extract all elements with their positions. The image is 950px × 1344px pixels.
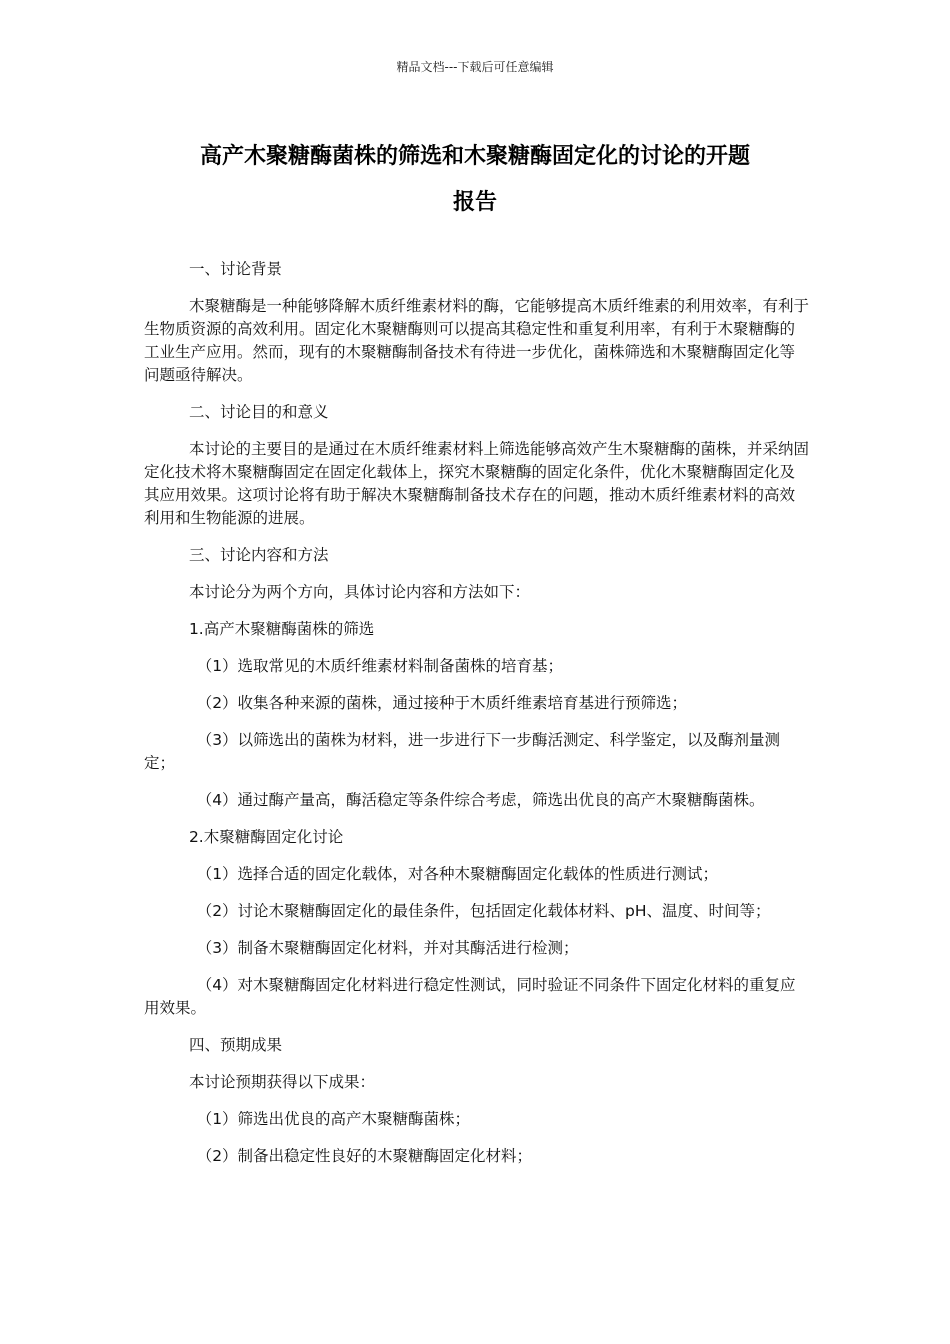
body-paragraph: 本讨论的主要目的是通过在木质纤维素材料上筛选能够高效产生木聚糖酶的菌株，并采纳固定化技术将木聚糖酶固定在固定化载体上，探究木聚糖酶的固定化条件，优化木聚糖酶固定化及其应用效果。这项讨论将有助于解决木聚糖酶制备技术存在的问题，推动木质纤维素材料的高效利用和生物能源的进展。 <box>144 440 809 527</box>
body-paragraph: 本讨论预期获得以下成果： <box>188 1073 375 1091</box>
list-item: （4）通过酶产量高，酶活稳定等条件综合考虑，筛选出优良的高产木聚糖酶菌株。 <box>196 791 765 809</box>
section-heading: 三、讨论内容和方法 <box>188 546 329 564</box>
title-line-2: 报告 <box>452 190 497 215</box>
section-heading: 一、讨论背景 <box>188 260 282 278</box>
header-note: 精品文档---下载后可任意编辑 <box>396 60 554 74</box>
subsection-heading: 1.高产木聚糖酶菌株的筛选 <box>188 620 375 638</box>
body-paragraph: 本讨论分为两个方向，具体讨论内容和方法如下： <box>188 583 530 601</box>
body-paragraph: 木聚糖酶是一种能够降解木质纤维素材料的酶，它能够提高木质纤维素的利用效率，有利于生物质资源的高效利用。固定化木聚糖酶则可以提高其稳定性和重复利用率，有利于木聚糖酶的工业生产应用。然而，现有的木聚糖酶制备技术有待进一步优化，菌株筛选和木聚糖酶固定化等问题亟待解决。 <box>144 297 809 384</box>
list-item: （1）选择合适的固定化载体，对各种木聚糖酶固定化载体的性质进行测试； <box>196 865 719 883</box>
list-item: （2）收集各种来源的菌株，通过接种于木质纤维素培育基进行预筛选； <box>196 694 688 712</box>
subsection-heading: 2.木聚糖酶固定化讨论 <box>188 828 344 846</box>
list-item: （3）以筛选出的菌株为材料，进一步进行下一步酶活测定、科学鉴定，以及酶剂量测定； <box>144 731 781 772</box>
page-title <box>120 134 830 226</box>
list-item: （3）制备木聚糖酶固定化材料，并对其酶活进行检测； <box>196 939 579 957</box>
list-item: （2）讨论木聚糖酶固定化的最佳条件，包括固定化载体材料、pH、温度、时间等； <box>196 902 771 920</box>
section-heading: 二、讨论目的和意义 <box>188 403 329 421</box>
list-item: （1）选取常见的木质纤维素材料制备菌株的培育基； <box>196 657 564 675</box>
list-item: （4）对木聚糖酶固定化材料进行稳定性测试，同时验证不同条件下固定化材料的重复应用效果。 <box>144 976 796 1017</box>
title-line-1: 高产木聚糖酶菌株的筛选和木聚糖酶固定化的讨论的开题 <box>199 144 750 169</box>
section-heading: 四、预期成果 <box>188 1036 282 1054</box>
list-item: （1）筛选出优良的高产木聚糖酶菌株； <box>196 1110 471 1128</box>
document-body <box>144 258 810 1182</box>
list-item: （2）制备出稳定性良好的木聚糖酶固定化材料； <box>196 1147 533 1165</box>
